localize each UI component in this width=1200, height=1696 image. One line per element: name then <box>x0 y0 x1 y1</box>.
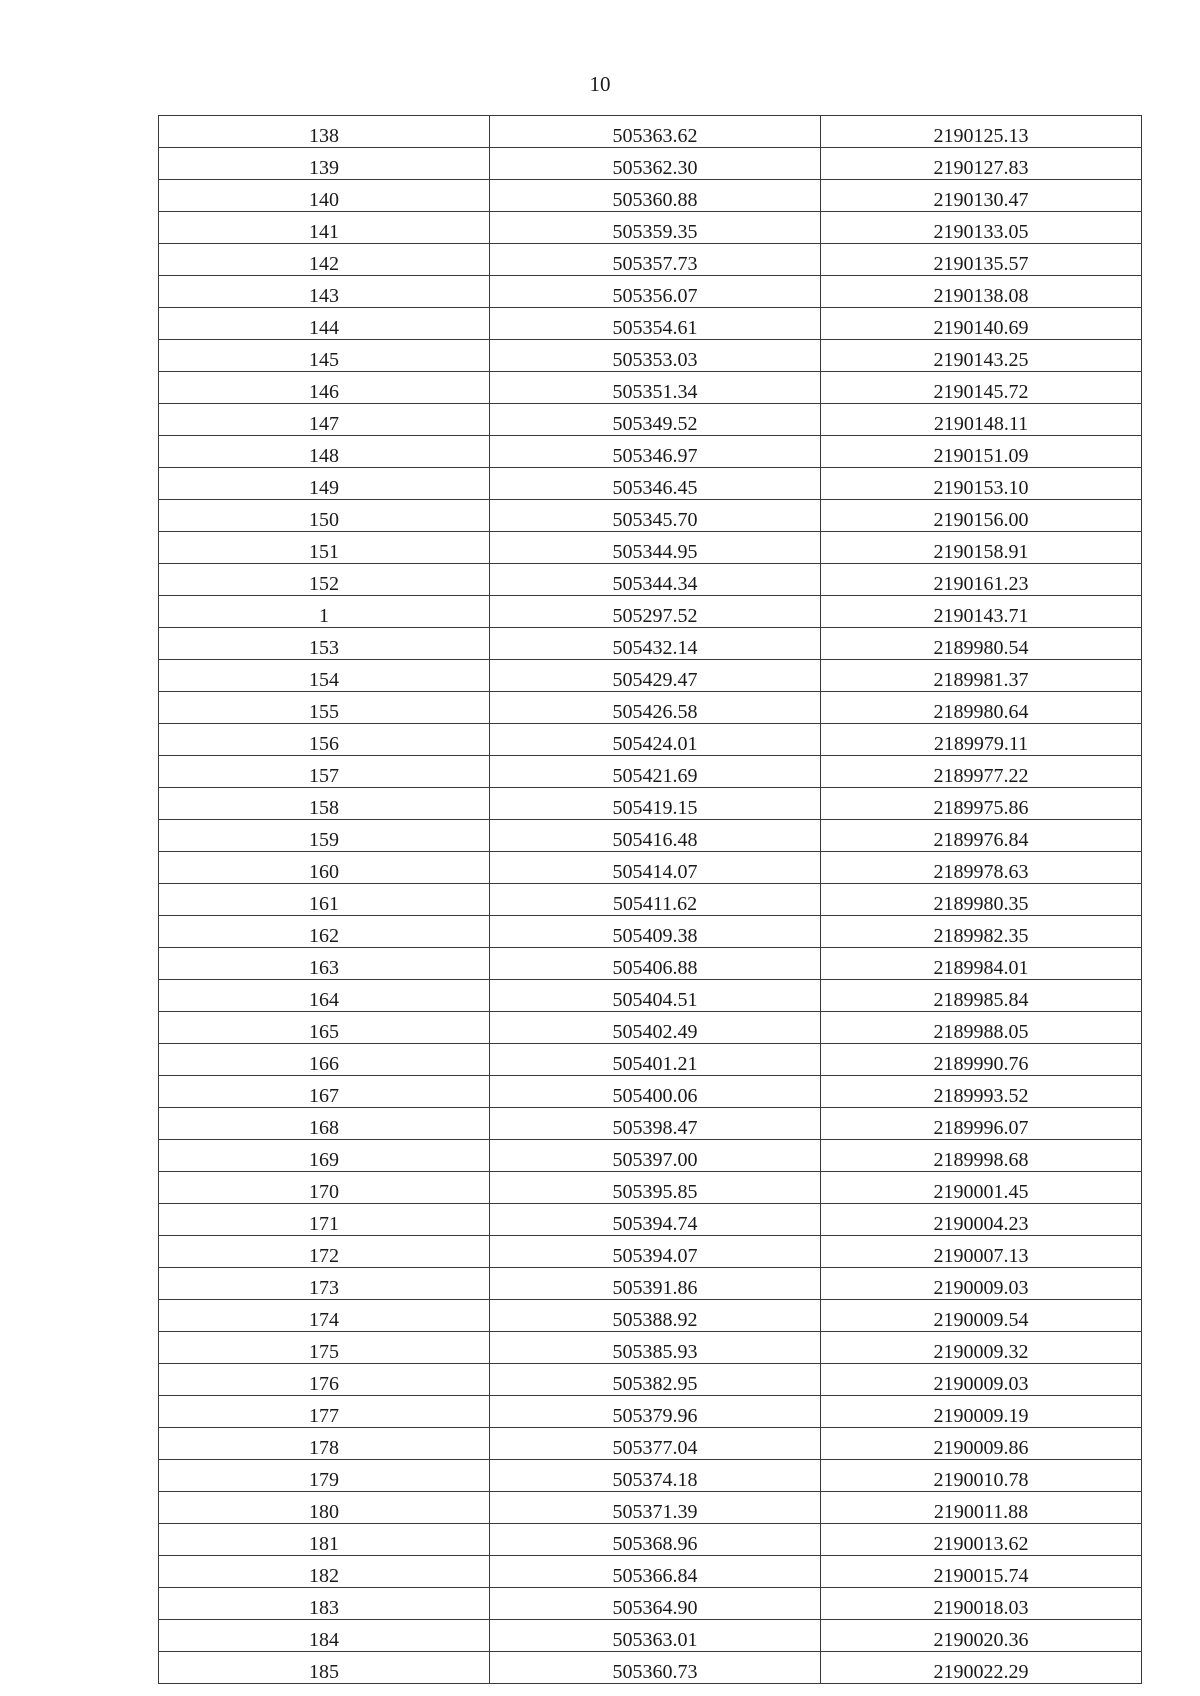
table-row <box>159 404 1142 436</box>
point-number-cell: 167 <box>159 1076 490 1108</box>
y-coordinate-cell: 2190158.91 <box>821 532 1142 564</box>
x-coordinate-cell: 505362.30 <box>490 148 821 180</box>
x-coordinate-cell: 505359.35 <box>490 212 821 244</box>
y-coordinate-cell: 2190125.13 <box>821 116 1142 148</box>
page-number: 10 <box>589 72 611 96</box>
y-coordinate-cell: 2190001.45 <box>821 1172 1142 1204</box>
point-number-cell: 151 <box>159 532 490 564</box>
x-coordinate-cell: 505356.07 <box>490 276 821 308</box>
point-number-cell: 185 <box>159 1652 490 1684</box>
table-row <box>159 1524 1142 1556</box>
point-number-cell: 153 <box>159 628 490 660</box>
point-number-cell: 150 <box>159 500 490 532</box>
y-coordinate-cell: 2189998.68 <box>821 1140 1142 1172</box>
table-row <box>159 1556 1142 1588</box>
x-coordinate-cell: 505411.62 <box>490 884 821 916</box>
point-number-cell: 178 <box>159 1428 490 1460</box>
table-row <box>159 1140 1142 1172</box>
table-row <box>159 852 1142 884</box>
table-row <box>159 148 1142 180</box>
table-row <box>159 1172 1142 1204</box>
x-coordinate-cell: 505419.15 <box>490 788 821 820</box>
point-number-cell: 171 <box>159 1204 490 1236</box>
y-coordinate-cell: 2190156.00 <box>821 500 1142 532</box>
y-coordinate-cell: 2190010.78 <box>821 1460 1142 1492</box>
table-row <box>159 1460 1142 1492</box>
point-number-cell: 159 <box>159 820 490 852</box>
table-row <box>159 372 1142 404</box>
x-coordinate-cell: 505364.90 <box>490 1588 821 1620</box>
table-row <box>159 1588 1142 1620</box>
table-row <box>159 532 1142 564</box>
table-row <box>159 980 1142 1012</box>
table-row <box>159 1012 1142 1044</box>
point-number-cell: 148 <box>159 436 490 468</box>
point-number-cell: 145 <box>159 340 490 372</box>
y-coordinate-cell: 2189990.76 <box>821 1044 1142 1076</box>
x-coordinate-cell: 505397.00 <box>490 1140 821 1172</box>
x-coordinate-cell: 505346.97 <box>490 436 821 468</box>
point-number-cell: 184 <box>159 1620 490 1652</box>
y-coordinate-cell: 2190009.54 <box>821 1300 1142 1332</box>
x-coordinate-cell: 505414.07 <box>490 852 821 884</box>
y-coordinate-cell: 2189996.07 <box>821 1108 1142 1140</box>
table-row <box>159 1300 1142 1332</box>
y-coordinate-cell: 2190138.08 <box>821 276 1142 308</box>
table-row <box>159 116 1142 148</box>
y-coordinate-cell: 2190022.29 <box>821 1652 1142 1684</box>
point-number-cell: 172 <box>159 1236 490 1268</box>
x-coordinate-cell: 505394.07 <box>490 1236 821 1268</box>
x-coordinate-cell: 505379.96 <box>490 1396 821 1428</box>
x-coordinate-cell: 505391.86 <box>490 1268 821 1300</box>
table-row <box>159 1108 1142 1140</box>
table-row <box>159 948 1142 980</box>
table-row <box>159 308 1142 340</box>
x-coordinate-cell: 505421.69 <box>490 756 821 788</box>
table-row <box>159 244 1142 276</box>
x-coordinate-cell: 505360.88 <box>490 180 821 212</box>
table-row <box>159 1492 1142 1524</box>
point-number-cell: 158 <box>159 788 490 820</box>
table-row <box>159 1428 1142 1460</box>
x-coordinate-cell: 505351.34 <box>490 372 821 404</box>
y-coordinate-cell: 2190009.32 <box>821 1332 1142 1364</box>
x-coordinate-cell: 505363.62 <box>490 116 821 148</box>
table-row <box>159 1044 1142 1076</box>
y-coordinate-cell: 2189978.63 <box>821 852 1142 884</box>
y-coordinate-cell: 2190009.03 <box>821 1268 1142 1300</box>
x-coordinate-cell: 505385.93 <box>490 1332 821 1364</box>
y-coordinate-cell: 2189985.84 <box>821 980 1142 1012</box>
point-number-cell: 164 <box>159 980 490 1012</box>
y-coordinate-cell: 2190011.88 <box>821 1492 1142 1524</box>
y-coordinate-cell: 2189982.35 <box>821 916 1142 948</box>
point-number-cell: 142 <box>159 244 490 276</box>
y-coordinate-cell: 2189981.37 <box>821 660 1142 692</box>
point-number-cell: 156 <box>159 724 490 756</box>
point-number-cell: 170 <box>159 1172 490 1204</box>
y-coordinate-cell: 2190133.05 <box>821 212 1142 244</box>
point-number-cell: 139 <box>159 148 490 180</box>
y-coordinate-cell: 2189980.54 <box>821 628 1142 660</box>
table-row <box>159 1204 1142 1236</box>
x-coordinate-cell: 505395.85 <box>490 1172 821 1204</box>
point-number-cell: 149 <box>159 468 490 500</box>
table-row <box>159 820 1142 852</box>
coordinate-table-body <box>159 116 1142 1684</box>
y-coordinate-cell: 2190015.74 <box>821 1556 1142 1588</box>
point-number-cell: 143 <box>159 276 490 308</box>
table-row <box>159 724 1142 756</box>
x-coordinate-cell: 505388.92 <box>490 1300 821 1332</box>
y-coordinate-cell: 2190151.09 <box>821 436 1142 468</box>
point-number-cell: 174 <box>159 1300 490 1332</box>
point-number-cell: 163 <box>159 948 490 980</box>
point-number-cell: 181 <box>159 1524 490 1556</box>
x-coordinate-cell: 505344.34 <box>490 564 821 596</box>
x-coordinate-cell: 505404.51 <box>490 980 821 1012</box>
y-coordinate-cell: 2189980.64 <box>821 692 1142 724</box>
table-row <box>159 1236 1142 1268</box>
table-row <box>159 660 1142 692</box>
x-coordinate-cell: 505344.95 <box>490 532 821 564</box>
y-coordinate-cell: 2190009.03 <box>821 1364 1142 1396</box>
y-coordinate-cell: 2189993.52 <box>821 1076 1142 1108</box>
table-row <box>159 1076 1142 1108</box>
x-coordinate-cell: 505366.84 <box>490 1556 821 1588</box>
point-number-cell: 1 <box>159 596 490 628</box>
point-number-cell: 182 <box>159 1556 490 1588</box>
x-coordinate-cell: 505345.70 <box>490 500 821 532</box>
y-coordinate-cell: 2190018.03 <box>821 1588 1142 1620</box>
y-coordinate-cell: 2190140.69 <box>821 308 1142 340</box>
table-row <box>159 1332 1142 1364</box>
y-coordinate-cell: 2190007.13 <box>821 1236 1142 1268</box>
x-coordinate-cell: 505426.58 <box>490 692 821 724</box>
point-number-cell: 155 <box>159 692 490 724</box>
y-coordinate-cell: 2190145.72 <box>821 372 1142 404</box>
table-row <box>159 564 1142 596</box>
point-number-cell: 146 <box>159 372 490 404</box>
coordinate-table <box>158 115 1142 1684</box>
point-number-cell: 138 <box>159 116 490 148</box>
x-coordinate-cell: 505368.96 <box>490 1524 821 1556</box>
table-row <box>159 340 1142 372</box>
x-coordinate-cell: 505382.95 <box>490 1364 821 1396</box>
point-number-cell: 166 <box>159 1044 490 1076</box>
y-coordinate-cell: 2190004.23 <box>821 1204 1142 1236</box>
x-coordinate-cell: 505400.06 <box>490 1076 821 1108</box>
point-number-cell: 173 <box>159 1268 490 1300</box>
x-coordinate-cell: 505432.14 <box>490 628 821 660</box>
point-number-cell: 168 <box>159 1108 490 1140</box>
table-row <box>159 500 1142 532</box>
table-row <box>159 276 1142 308</box>
y-coordinate-cell: 2190130.47 <box>821 180 1142 212</box>
x-coordinate-cell: 505353.03 <box>490 340 821 372</box>
table-row <box>159 1396 1142 1428</box>
y-coordinate-cell: 2190013.62 <box>821 1524 1142 1556</box>
point-number-cell: 169 <box>159 1140 490 1172</box>
table-row <box>159 756 1142 788</box>
y-coordinate-cell: 2190135.57 <box>821 244 1142 276</box>
table-row <box>159 916 1142 948</box>
y-coordinate-cell: 2190009.86 <box>821 1428 1142 1460</box>
y-coordinate-cell: 2189980.35 <box>821 884 1142 916</box>
point-number-cell: 160 <box>159 852 490 884</box>
point-number-cell: 162 <box>159 916 490 948</box>
point-number-cell: 179 <box>159 1460 490 1492</box>
y-coordinate-cell: 2189977.22 <box>821 756 1142 788</box>
x-coordinate-cell: 505401.21 <box>490 1044 821 1076</box>
y-coordinate-cell: 2189988.05 <box>821 1012 1142 1044</box>
point-number-cell: 144 <box>159 308 490 340</box>
x-coordinate-cell: 505398.47 <box>490 1108 821 1140</box>
table-row <box>159 180 1142 212</box>
x-coordinate-cell: 505377.04 <box>490 1428 821 1460</box>
y-coordinate-cell: 2190148.11 <box>821 404 1142 436</box>
point-number-cell: 161 <box>159 884 490 916</box>
y-coordinate-cell: 2189976.84 <box>821 820 1142 852</box>
point-number-cell: 177 <box>159 1396 490 1428</box>
x-coordinate-cell: 505360.73 <box>490 1652 821 1684</box>
y-coordinate-cell: 2189979.11 <box>821 724 1142 756</box>
table-row <box>159 692 1142 724</box>
y-coordinate-cell: 2189975.86 <box>821 788 1142 820</box>
y-coordinate-cell: 2189984.01 <box>821 948 1142 980</box>
y-coordinate-cell: 2190161.23 <box>821 564 1142 596</box>
x-coordinate-cell: 505416.48 <box>490 820 821 852</box>
point-number-cell: 175 <box>159 1332 490 1364</box>
x-coordinate-cell: 505406.88 <box>490 948 821 980</box>
x-coordinate-cell: 505297.52 <box>490 596 821 628</box>
table-row <box>159 1364 1142 1396</box>
y-coordinate-cell: 2190143.25 <box>821 340 1142 372</box>
table-row <box>159 1620 1142 1652</box>
table-row <box>159 436 1142 468</box>
table-row <box>159 788 1142 820</box>
x-coordinate-cell: 505371.39 <box>490 1492 821 1524</box>
table-row <box>159 1652 1142 1684</box>
point-number-cell: 165 <box>159 1012 490 1044</box>
point-number-cell: 176 <box>159 1364 490 1396</box>
x-coordinate-cell: 505349.52 <box>490 404 821 436</box>
table-row <box>159 1268 1142 1300</box>
x-coordinate-cell: 505402.49 <box>490 1012 821 1044</box>
point-number-cell: 141 <box>159 212 490 244</box>
point-number-cell: 140 <box>159 180 490 212</box>
x-coordinate-cell: 505394.74 <box>490 1204 821 1236</box>
x-coordinate-cell: 505424.01 <box>490 724 821 756</box>
table-row <box>159 628 1142 660</box>
point-number-cell: 180 <box>159 1492 490 1524</box>
table-row <box>159 468 1142 500</box>
point-number-cell: 157 <box>159 756 490 788</box>
x-coordinate-cell: 505409.38 <box>490 916 821 948</box>
x-coordinate-cell: 505346.45 <box>490 468 821 500</box>
y-coordinate-cell: 2190009.19 <box>821 1396 1142 1428</box>
point-number-cell: 152 <box>159 564 490 596</box>
x-coordinate-cell: 505357.73 <box>490 244 821 276</box>
point-number-cell: 183 <box>159 1588 490 1620</box>
point-number-cell: 147 <box>159 404 490 436</box>
y-coordinate-cell: 2190127.83 <box>821 148 1142 180</box>
x-coordinate-cell: 505354.61 <box>490 308 821 340</box>
table-row <box>159 212 1142 244</box>
table-row <box>159 596 1142 628</box>
point-number-cell: 154 <box>159 660 490 692</box>
y-coordinate-cell: 2190153.10 <box>821 468 1142 500</box>
y-coordinate-cell: 2190020.36 <box>821 1620 1142 1652</box>
x-coordinate-cell: 505429.47 <box>490 660 821 692</box>
y-coordinate-cell: 2190143.71 <box>821 596 1142 628</box>
x-coordinate-cell: 505374.18 <box>490 1460 821 1492</box>
table-row <box>159 884 1142 916</box>
x-coordinate-cell: 505363.01 <box>490 1620 821 1652</box>
